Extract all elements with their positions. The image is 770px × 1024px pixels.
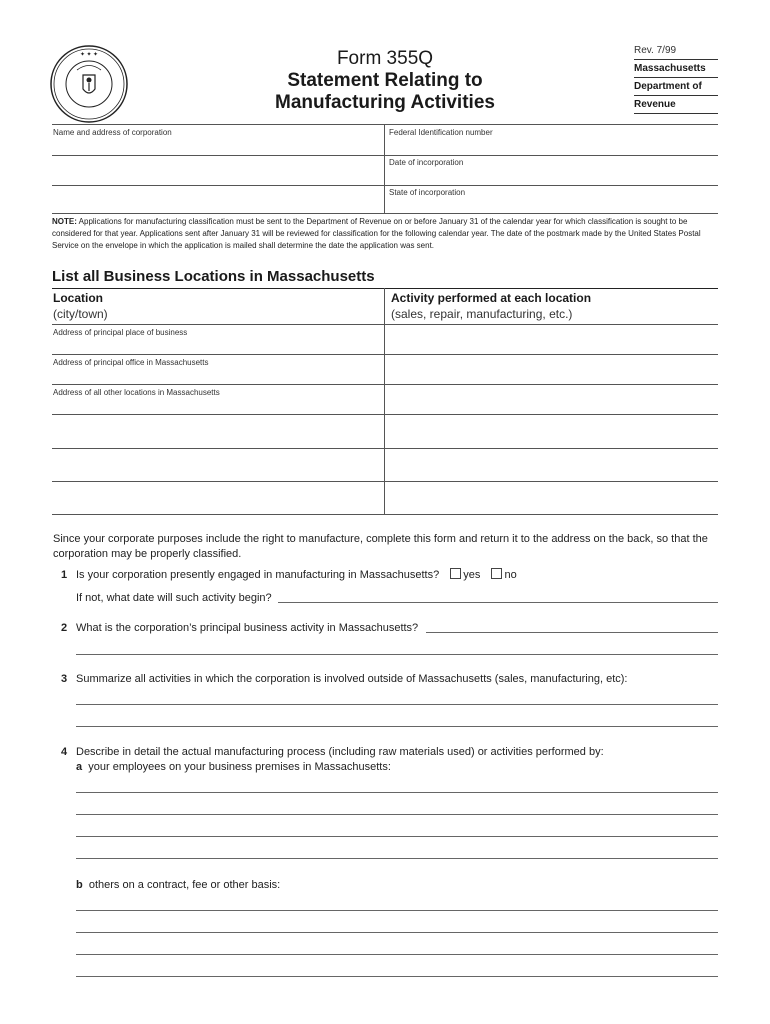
yes-checkbox[interactable] (450, 568, 461, 579)
form-title-line1: Statement Relating to (287, 70, 483, 91)
note-text: Applications for manufacturing classification must be sent to the Department of Revenue on or before January 31 of the calendar year for which classification is sought to be considered for that year. Applications sent after January 31 will be reviewed for classification for the following calendar year. The date of the postmark made by the United States Postal Service on the envelope in which the application is mailed shall determine the date the application was sent. (52, 217, 701, 250)
principal-place-label: Address of principal place of business (53, 328, 188, 337)
principal-office-label: Address of principal office in Massachusetts (53, 358, 209, 367)
outside-activities-line-2[interactable] (76, 726, 718, 727)
id-rule-3 (52, 213, 718, 214)
question-4-text: Describe in detail the actual manufacturing process (including raw materials used) or activities performed by: (76, 746, 604, 758)
state-incorporation-label: State of incorporation (389, 188, 466, 197)
question-4b (76, 878, 280, 893)
activity-col-sub: (sales, repair, manufacturing, etc.) (391, 307, 573, 321)
form-title-line2: Manufacturing Activities (275, 92, 495, 113)
contract-process-line-4[interactable] (76, 976, 718, 977)
employee-process-line-1[interactable] (76, 792, 718, 793)
commonwealth-seal-icon (50, 45, 128, 123)
locations-header-rule (52, 324, 718, 325)
department-block (634, 44, 718, 114)
question-4-number: 4 (61, 746, 68, 758)
question-1 (76, 568, 517, 583)
principal-activity-field[interactable] (426, 632, 718, 633)
section-title-locations: List all Business Locations in Massachusetts (52, 268, 375, 285)
location-col-header: Location (53, 291, 103, 305)
federal-id-field[interactable] (386, 138, 716, 154)
outside-activities-line-1[interactable] (76, 704, 718, 705)
dept-line2: Department of (634, 78, 718, 96)
principal-office-field[interactable] (52, 367, 382, 383)
dept-line1: Massachusetts (634, 60, 718, 78)
locations-top-rule (52, 288, 718, 289)
other-location-field-3[interactable] (52, 450, 382, 480)
question-1-number: 1 (61, 569, 68, 581)
locations-row-rule-4 (52, 448, 718, 449)
id-top-rule (52, 124, 718, 125)
other-location-activity-field-2[interactable] (386, 416, 716, 447)
question-4b-text: others on a contract, fee or other basis: (88, 879, 281, 891)
svg-text:✦ ✦ ✦: ✦ ✦ ✦ (79, 52, 99, 58)
other-locations-label: Address of all other locations in Massachusetts (53, 388, 220, 397)
other-location-field-2[interactable] (52, 416, 382, 447)
employee-process-line-2[interactable] (76, 814, 718, 815)
other-location-field-4[interactable] (52, 483, 382, 513)
name-address-field[interactable] (52, 138, 382, 212)
intro-paragraph: Since your corporate purposes include the right to manufacture, complete this form and return it to the address on the back, so that the corporation may be properly classified. (53, 533, 708, 560)
location-col-sub: (city/town) (53, 307, 108, 321)
contract-process-line-2[interactable] (76, 932, 718, 933)
activity-col-header: Activity performed at each location (391, 291, 592, 305)
principal-place-activity-field[interactable] (386, 326, 716, 353)
dept-line3: Revenue (634, 96, 718, 114)
yes-label: yes (463, 569, 481, 581)
question-3-text: Summarize all activities in which the corporation is involved outside of Massachusetts (sales, manufacturing, etc): (76, 673, 628, 685)
employee-process-line-4[interactable] (76, 858, 718, 859)
contract-process-line-1[interactable] (76, 910, 718, 911)
date-incorporation-field[interactable] (386, 168, 716, 184)
locations-row-rule-5 (52, 481, 718, 482)
no-checkbox[interactable] (491, 568, 502, 579)
form-number: Form 355Q (336, 48, 434, 69)
question-2-text: What is the corporation’s principal business activity in Massachusetts? (76, 622, 419, 634)
question-4b-letter: b (76, 879, 83, 891)
federal-id-label: Federal Identification number (389, 128, 493, 137)
name-address-label: Name and address of corporation (53, 128, 172, 137)
locations-row-rule-3 (52, 414, 718, 415)
note-label: NOTE: (52, 217, 77, 226)
other-location-activity-field-4[interactable] (386, 483, 716, 513)
locations-bottom-rule (52, 514, 718, 515)
question-2-number: 2 (61, 622, 68, 634)
form-title-block (240, 48, 530, 114)
question-4a-text: your employees on your business premises in Massachusetts: (88, 761, 391, 773)
revision-date: Rev. 7/99 (634, 44, 718, 60)
question-1-followup: If not, what date will such activity begin? (76, 592, 272, 604)
state-incorporation-field[interactable] (386, 198, 716, 212)
principal-activity-line-2[interactable] (76, 654, 718, 655)
locations-row-rule-2 (52, 384, 718, 385)
other-location-field-1[interactable] (52, 397, 382, 413)
date-incorporation-label: Date of incorporation (389, 158, 464, 167)
other-location-activity-field-1[interactable] (386, 386, 716, 413)
principal-office-activity-field[interactable] (386, 356, 716, 383)
principal-place-field[interactable] (52, 337, 382, 353)
note-paragraph (52, 216, 718, 252)
question-4a-letter: a (76, 761, 83, 773)
question-3-number: 3 (61, 673, 68, 685)
question-4a (76, 760, 391, 775)
employee-process-line-3[interactable] (76, 836, 718, 837)
id-divider (384, 124, 385, 214)
contract-process-line-3[interactable] (76, 954, 718, 955)
no-label: no (504, 569, 517, 581)
other-location-activity-field-3[interactable] (386, 450, 716, 480)
question-1-text: Is your corporation presently engaged in manufacturing in Massachusetts? (76, 569, 440, 581)
activity-start-date-field[interactable] (278, 602, 718, 603)
locations-row-rule-1 (52, 354, 718, 355)
